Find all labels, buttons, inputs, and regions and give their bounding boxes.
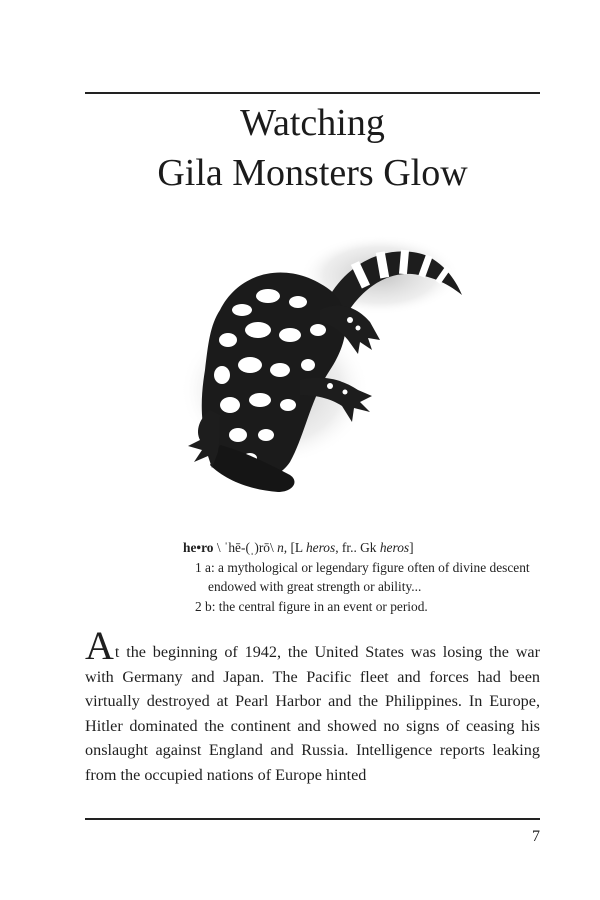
definition-sense-1a: 1 a: a mythological or legendary figure often of divine descent xyxy=(195,559,530,575)
drop-cap: A xyxy=(85,623,114,668)
body-paragraph-text: t the beginning of 1942, the United States was losing the war with Germany and Japan. The Pacific fleet and forces had been virtually destroyed at Pearl Harbor and the Philippines. In Europe, Hitler dominated the continent and showed no signs of ceasing his onslaught against England and Russia. Intelligence reports leaking from the occupied nations of Europe hinted xyxy=(85,643,540,784)
definition-part-of-speech: n, xyxy=(277,540,288,555)
definition-sense-1a-continued: endowed with great strength or ability... xyxy=(208,579,422,594)
definition-etym-close: ] xyxy=(409,540,414,555)
body-paragraph xyxy=(85,623,540,788)
definition-etym-open: [L xyxy=(287,540,306,555)
top-rule xyxy=(85,92,540,94)
chapter-title xyxy=(85,98,540,198)
definition-headword: he•ro xyxy=(183,540,214,555)
definition-etym-word2: heros xyxy=(379,540,410,555)
chapter-title-line-1: Watching xyxy=(240,102,385,144)
definition-etym-word1: heros xyxy=(305,540,336,555)
page-number: 7 xyxy=(532,828,540,845)
definition-etym-mid: , fr.. Gk xyxy=(335,540,380,555)
definition-sense-2b: 2 b: the central figure in an event or period. xyxy=(195,598,428,614)
bottom-rule xyxy=(85,818,540,820)
dictionary-definition xyxy=(183,538,553,616)
definition-headword-line xyxy=(183,538,553,558)
definition-pronunciation: \ ˈhē-(ˌ)rō\ xyxy=(213,540,278,555)
gila-monster-illustration xyxy=(180,200,470,500)
chapter-title-line-2: Gila Monsters Glow xyxy=(157,152,468,194)
